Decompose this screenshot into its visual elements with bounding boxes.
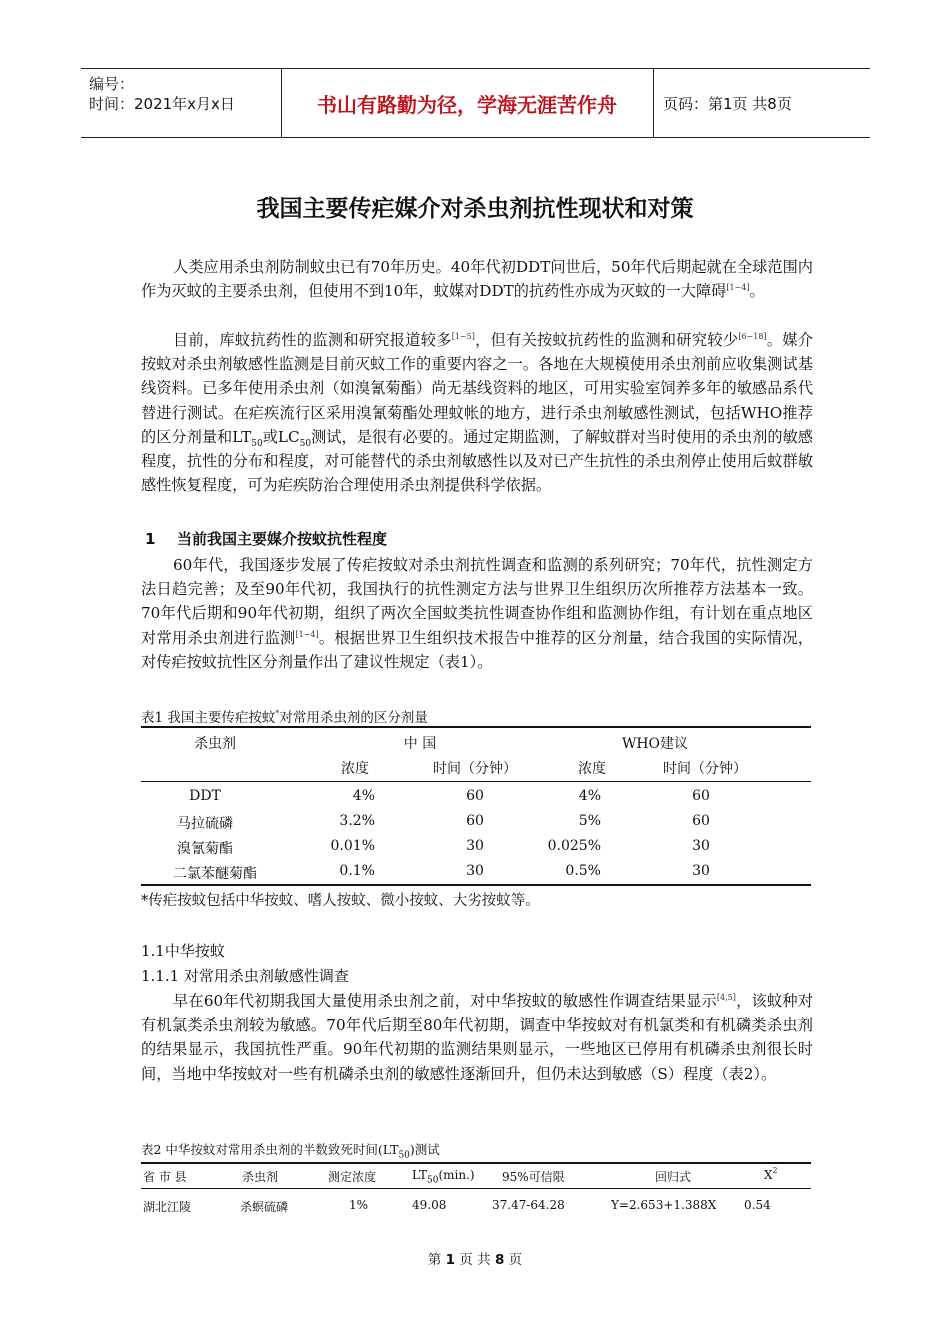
- t1-cell-who-conc: 5%: [578, 813, 601, 829]
- table-1-top-rule: [141, 726, 811, 728]
- t1-cell-who-time: 60: [692, 813, 710, 829]
- intro-p2-mid: 或LC: [262, 427, 300, 446]
- section-1-paragraph: [141, 553, 813, 674]
- citation: [4,5]: [716, 993, 736, 1002]
- t1-cell-who-time: 30: [692, 863, 710, 879]
- t1-cell-who-conc: 4%: [578, 788, 601, 804]
- citation: [1~5]: [451, 332, 475, 341]
- t1-cell-cn-conc: 3.2%: [339, 813, 375, 829]
- footer-page: 1: [445, 1252, 456, 1268]
- t2-header-insecticide: 杀虫剂: [242, 1170, 279, 1184]
- section11-text-a: 早在60年代初期我国大量使用杀虫剂之前，对中华按蚊的敏感性作调查结果显示: [173, 992, 717, 1010]
- t1-cell-cn-time: 60: [466, 813, 484, 829]
- citation: [6~18]: [738, 332, 767, 341]
- intro-p2-c: 。媒介按蚊对杀虫剂敏感性监测是目前灭蚊工作的重要内容之一。各地在大规模使用杀虫剂前应收集测试基线资料。已多年使用杀虫剂（如溴氰菊酯）尚无基线资料的地区，可用实验室饲养多年的敏感品系代替进行测试。在疟疾流行区采用溴氰菊酯处理蚊帐的地方，进行杀虫剂敏感性测试，包括WHO推荐的区分剂量和LT: [141, 331, 814, 446]
- section11-text-b: ，该蚊种对有机氯类杀虫剂较为敏感。70年代后期至80年代初期，调查中华按蚊对有机氯类和有机磷类杀虫剂的结果显示，我国抗性严重。90年代初期的监测结果则显示，一些地区已停用有机磷杀虫剂很长时间，当地中华按蚊对一些有机磷杀虫剂的敏感性逐渐回升，但仍未达到敏感（S）程度（表2）。: [141, 992, 814, 1083]
- footer-total: 8: [494, 1252, 505, 1268]
- section-1-1-heading: 1.1中华按蚊: [141, 942, 225, 960]
- t1-header-insecticide: 杀虫剂: [194, 736, 236, 752]
- table2-caption-b: )测试: [409, 1142, 440, 1157]
- table-1-mid-rule: [141, 781, 811, 782]
- intro-paragraph-1: [141, 255, 813, 303]
- t1-cell-name: 溴氰菊酯: [177, 841, 233, 857]
- section-1-heading: [141, 528, 387, 549]
- t1-cell-cn-conc: 0.01%: [330, 838, 375, 854]
- section-1-1-1-heading: 1.1.1 对常用杀虫剂敏感性调查: [141, 967, 349, 985]
- t2-header-region: 省 市 县: [143, 1170, 187, 1184]
- intro-p1-text: 人类应用杀虫剂防制蚊虫已有70年历史。40年代初DDT问世后，50年代后期起就在全球范围内作为灭蚊的主要杀虫剂，但使用不到10年，蚊媒对DDT的抗药性亦成为灭蚊的一大障碍: [141, 258, 813, 301]
- t2-cell-chi-square: 0.54: [744, 1198, 771, 1212]
- page-footer: [0, 1248, 950, 1268]
- t2-lt-a: LT: [412, 1168, 427, 1182]
- t1-header-time-china: 时间（分钟）: [433, 761, 517, 777]
- footer-c: 页: [504, 1252, 523, 1268]
- time-label: 时间：2021年x月x日: [89, 95, 235, 113]
- intro-p2-b: ，但有关按蚊抗药性的监测和研究较少: [474, 331, 739, 349]
- t1-cell-name: 马拉硫磷: [177, 816, 233, 832]
- t2-cell-insecticide: 杀螟硫磷: [240, 1200, 289, 1214]
- number-label: 编号：: [89, 75, 135, 93]
- t2-header-ci: 95%可信限: [502, 1170, 565, 1184]
- table-2-caption: [141, 1140, 440, 1161]
- section-number: 1: [145, 530, 156, 548]
- t2-header-conc: 测定浓度: [328, 1170, 377, 1184]
- t1-cell-name: DDT: [189, 788, 221, 804]
- t1-cell-cn-conc: 0.1%: [339, 863, 375, 879]
- subscript: 50: [398, 1150, 410, 1161]
- t2-cell-lt50: 49.08: [412, 1198, 447, 1212]
- section-title: 当前我国主要媒介按蚊抗性程度: [177, 530, 388, 548]
- t1-cell-who-conc: 0.025%: [547, 838, 601, 854]
- t1-cell-cn-conc: 4%: [352, 788, 375, 804]
- table1-caption-a: 表1 我国主要传疟按蚊: [141, 710, 276, 726]
- t2-header-lt50: [412, 1168, 475, 1186]
- header-meta: [81, 69, 282, 137]
- t2-cell-regression: Y=2.653+1.388X: [611, 1198, 717, 1212]
- t2-cell-ci: 37.47-64.28: [492, 1198, 565, 1212]
- citation: [1~4]: [726, 283, 750, 293]
- footer-b: 页 共: [455, 1252, 495, 1268]
- header-page-info: [653, 69, 870, 137]
- intro-p2-d: 测试，是很有必要的。通过定期监测，了解蚊群对当时使用的杀虫剂的敏感程度，抗性的分布和程度，对可能替代的杀虫剂敏感性以及对已产生抗性的杀虫剂停止使用后蚊群敏感性恢复程度，可为疟疾防治合理使用杀虫剂提供科学依据。: [141, 427, 813, 495]
- t1-header-time-who: 时间（分钟）: [663, 761, 747, 777]
- t1-cell-who-conc: 0.5%: [565, 863, 601, 879]
- t1-cell-cn-time: 30: [466, 863, 484, 879]
- t1-cell-who-time: 60: [692, 788, 710, 804]
- table-1-bottom-rule: [141, 884, 811, 886]
- document-title: 我国主要传疟媒介对杀虫剂抗性现状和对策: [256, 196, 694, 222]
- t2-lt-b: (min.): [438, 1168, 475, 1182]
- footer-a: 第: [427, 1252, 446, 1268]
- t1-cell-cn-time: 60: [466, 788, 484, 804]
- intro-paragraph-2: [141, 328, 813, 497]
- table1-caption-b: 对常用杀虫剂的区分剂量: [279, 710, 428, 726]
- superscript: 2: [772, 1166, 778, 1175]
- t1-header-china: 中 国: [403, 736, 437, 752]
- t1-header-who: WHO建议: [621, 736, 689, 752]
- subscript: 50: [427, 1175, 439, 1186]
- table-1-note: *传疟按蚊包括中华按蚊、嗜人按蚊、微小按蚊、大劣按蚊等。: [141, 893, 540, 909]
- asterisk: *: [275, 709, 280, 718]
- citation: [1~4]: [295, 629, 319, 639]
- t1-cell-who-time: 30: [692, 838, 710, 854]
- table-2-mid-rule: [141, 1188, 811, 1189]
- page-info-text: 页码：第1页 共8页: [663, 94, 792, 113]
- table2-caption-a: 表2 中华按蚊对常用杀虫剂的半数致死时间(LT: [141, 1142, 399, 1157]
- t1-cell-name: 二氯苯醚菊酯: [173, 866, 257, 882]
- subscript: 50: [299, 438, 312, 449]
- intro-p1-end: 。: [749, 282, 765, 301]
- t1-header-conc-china: 浓度: [341, 761, 369, 777]
- page-header: [81, 68, 870, 138]
- table-1-caption: [141, 706, 428, 726]
- t1-header-conc-who: 浓度: [578, 761, 606, 777]
- t2-cell-conc: 1%: [349, 1198, 369, 1212]
- section1-text-b: 。根据世界卫生组织技术报告中推荐的区分剂量，结合我国的实际情况，对传疟按蚊抗性区分剂量作出了建议性规定（表1）。: [141, 628, 814, 671]
- t1-cell-cn-time: 30: [466, 838, 484, 854]
- header-motto: 书山有路勤为径，学海无涯苦作舟: [281, 69, 654, 137]
- t2-chi-a: X: [764, 1168, 773, 1182]
- table-2-top-rule: [141, 1162, 811, 1164]
- subscript: 50: [251, 438, 263, 449]
- intro-p2-a: 目前，库蚊抗药性的监测和研究报道较多: [173, 331, 452, 349]
- t2-header-chi-square: [764, 1168, 778, 1182]
- t2-header-regression: 回归式: [655, 1170, 692, 1184]
- section-1-1-1-paragraph: [141, 989, 813, 1086]
- section1-text-a: 60年代，我国逐步发展了传疟按蚊对杀虫剂抗性调查和监测的系列研究；70年代，抗性测定方法日趋完善；及至90年代初，我国执行的抗性测定方法与世界卫生组织历次所推荐方法基本一致。70年代后期和90年代初期，组织了两次全国蚊类抗性调查协作组和监测协作组，有计划在重点地区对常用杀虫剂进行监测: [141, 556, 813, 647]
- t2-cell-region: 湖北江陵: [143, 1200, 192, 1214]
